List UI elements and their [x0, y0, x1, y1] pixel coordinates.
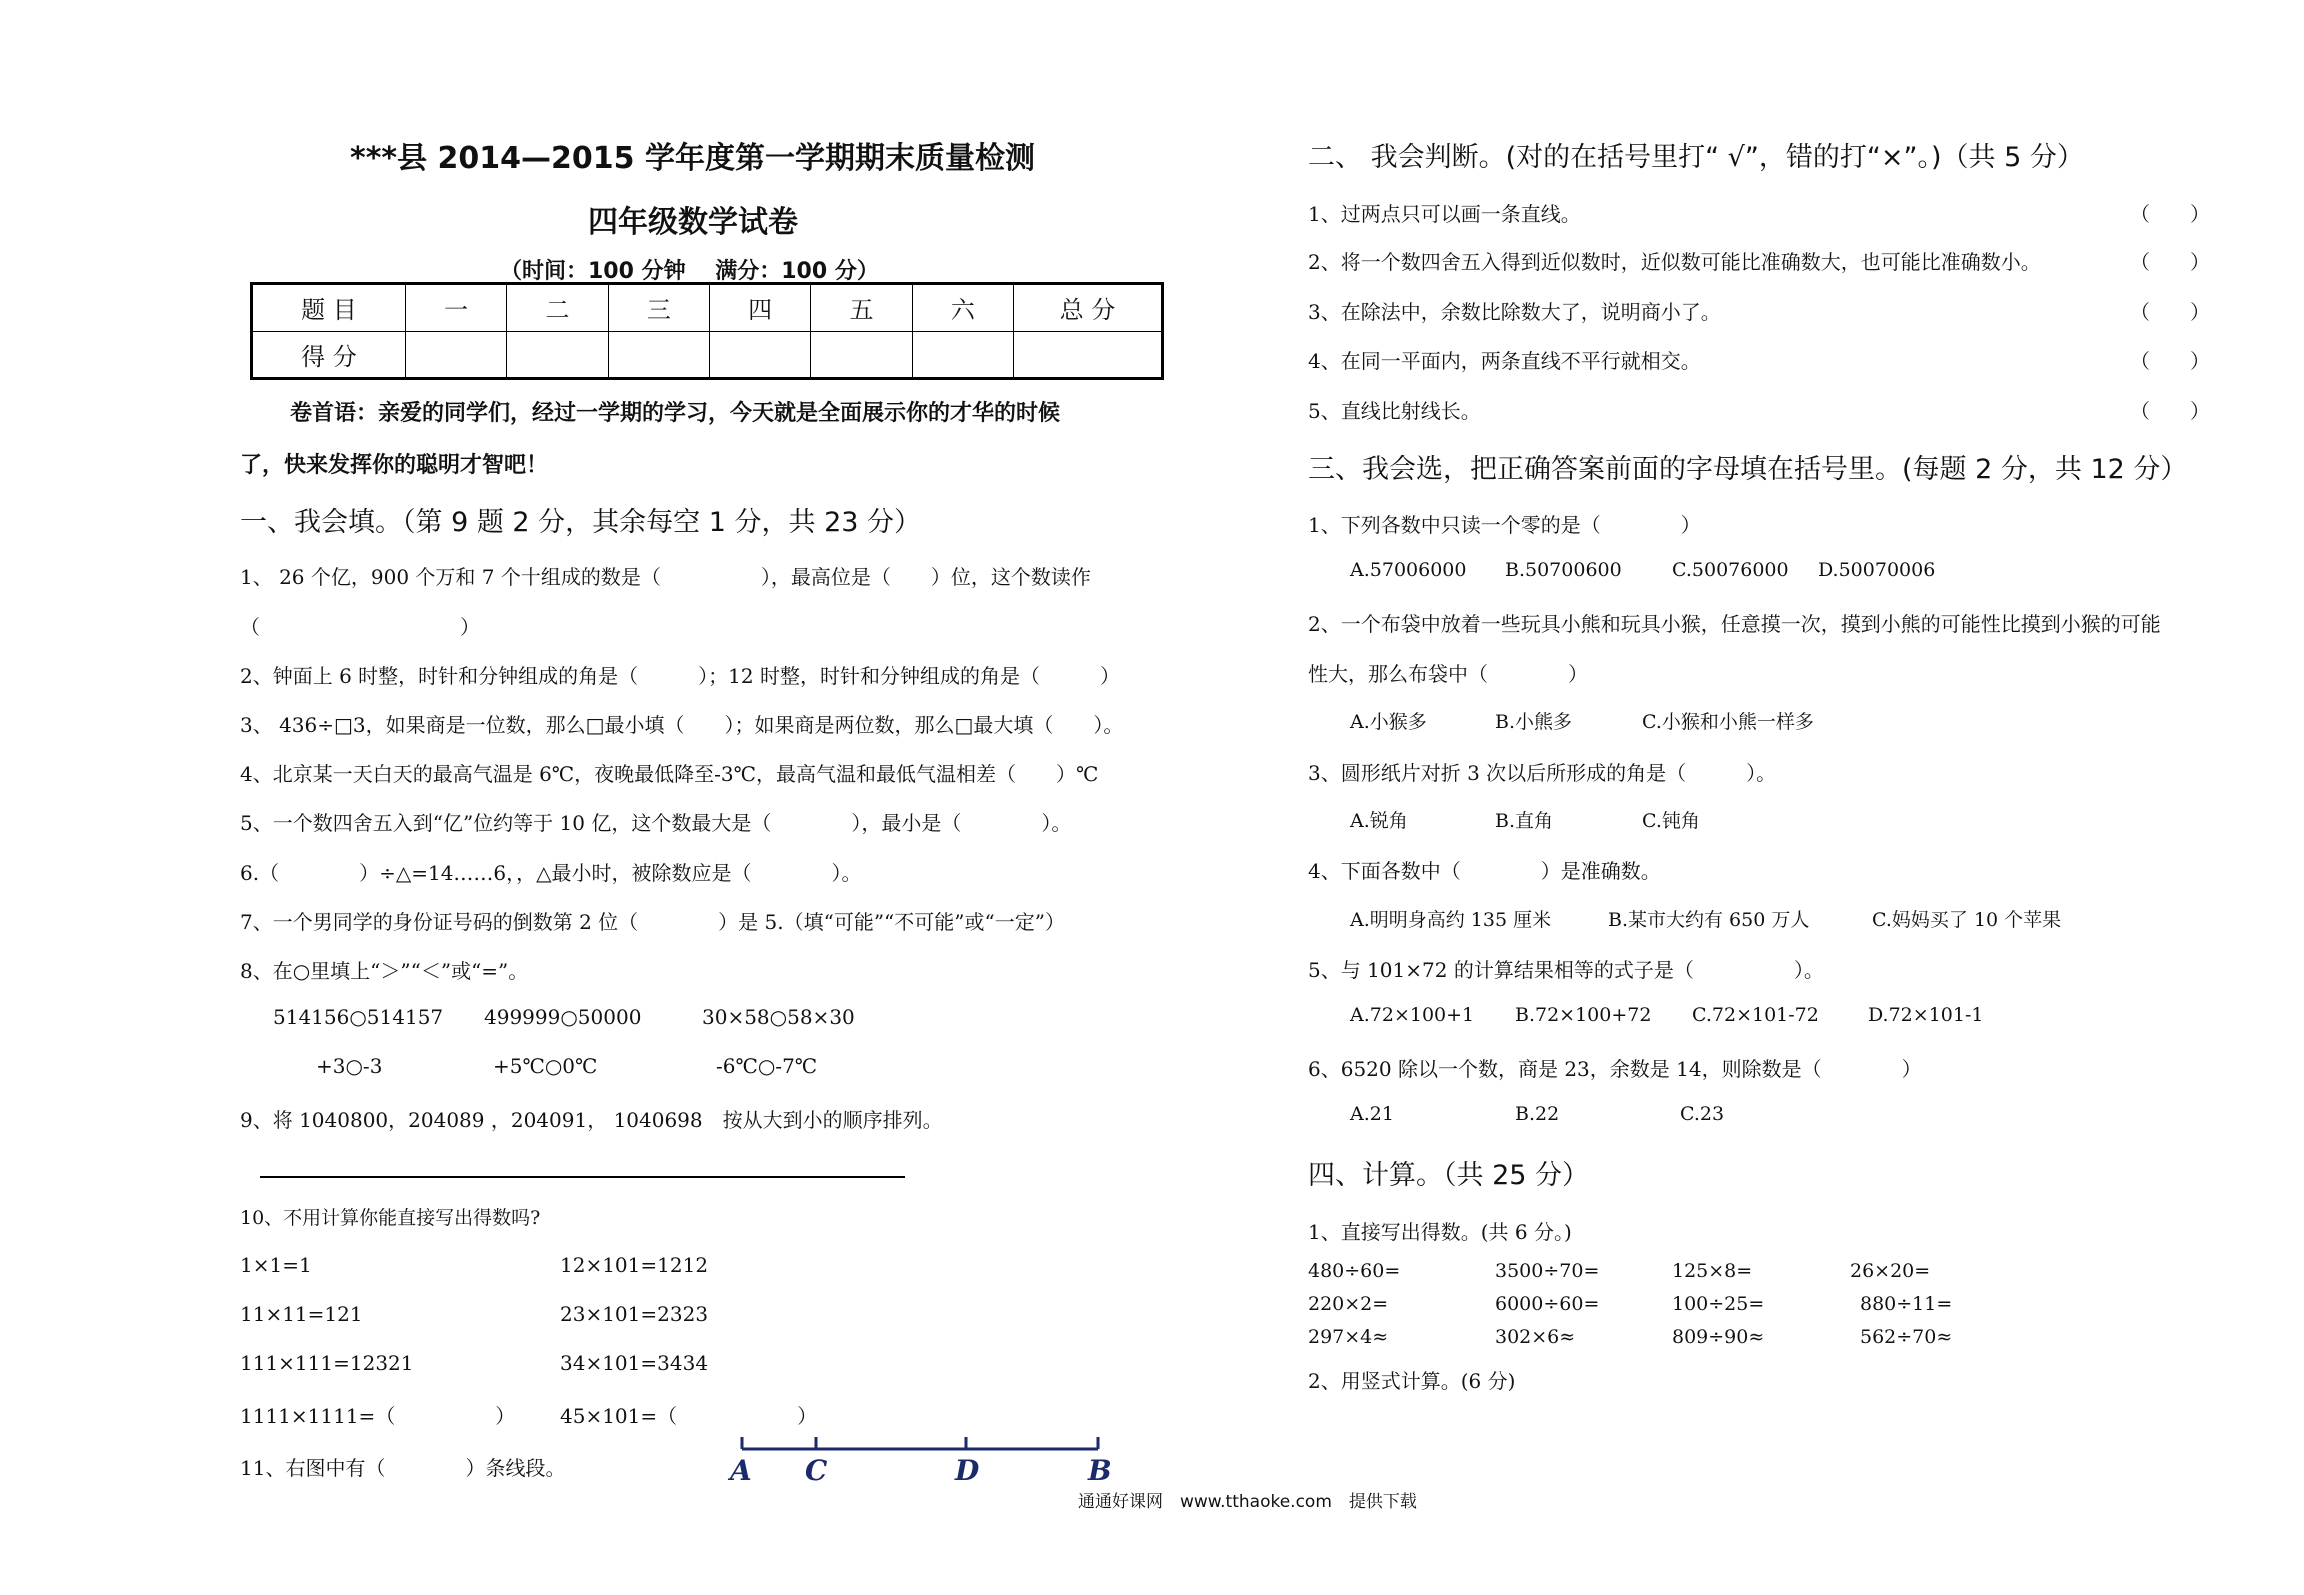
- pattern-left: 111×111=12321: [240, 1351, 414, 1375]
- compare-item: +5℃○0℃: [493, 1054, 598, 1078]
- s1-question-3: 3、 436÷□3，如果商是一位数，那么□最小填（ ）；如果商是两位数，那么□最大填（ ）。: [240, 713, 1124, 737]
- choice-option: B.某市大约有 650 万人: [1608, 909, 1810, 931]
- s1-question-6: 6.（ ）÷△=14……6，，△最小时，被除数应是（ ）。: [240, 861, 862, 885]
- choice-option: B.50700600: [1505, 559, 1622, 581]
- score-input-cell[interactable]: [608, 331, 709, 379]
- pattern-right: 12×101=1212: [560, 1253, 709, 1277]
- choice-option: C.23: [1680, 1103, 1725, 1125]
- judge-item: 3、在除法中，余数比除数大了，说明商小了。: [1308, 300, 1721, 324]
- calc-item: 100÷25=: [1672, 1293, 1765, 1315]
- pattern-left: 1×1=1: [240, 1253, 312, 1277]
- compare-item: 499999○50000: [484, 1005, 642, 1029]
- compare-item: 30×58○58×30: [702, 1005, 855, 1029]
- judge-item: 4、在同一平面内，两条直线不平行就相交。: [1308, 349, 1701, 373]
- s3-question-1: 1、下列各数中只读一个零的是（ ）: [1308, 513, 1701, 537]
- score-input-cell[interactable]: [709, 331, 810, 379]
- pattern-right: 34×101=3434: [560, 1351, 709, 1375]
- section2-heading: 二、 我会判断。(对的在括号里打“ √”，错的打“×”。)（共 5 分）: [1308, 142, 2084, 173]
- judge-answer-paren[interactable]: （ ）: [2130, 300, 2210, 324]
- score-input-cell[interactable]: [1014, 331, 1163, 379]
- s1-question-2: 2、钟面上 6 时整，时针和分钟组成的角是（ ）；12 时整，时针和分钟组成的角是（ ）: [240, 664, 1120, 688]
- pattern-left: 1111×1111=（ ）: [240, 1404, 516, 1428]
- choice-option: D.50070006: [1818, 559, 1936, 581]
- judge-answer-paren[interactable]: （ ）: [2130, 250, 2210, 274]
- choice-option: C.妈妈买了 10 个苹果: [1872, 909, 2062, 931]
- score-input-cell[interactable]: [507, 331, 608, 379]
- calc-item: 562÷70≈: [1860, 1326, 1953, 1348]
- score-cell: 二: [507, 284, 608, 332]
- choice-option: D.72×101-1: [1868, 1004, 1984, 1026]
- choice-option: C.50076000: [1672, 559, 1789, 581]
- compare-item: -6℃○-7℃: [716, 1054, 818, 1078]
- section4-heading: 四、计算。（共 25 分）: [1308, 1160, 1590, 1191]
- score-cell: 总 分: [1014, 284, 1163, 332]
- choice-option: A.21: [1350, 1103, 1394, 1125]
- score-cell: 三: [608, 284, 709, 332]
- s3-question-3: 3、圆形纸片对折 3 次以后所形成的角是（ ）。: [1308, 761, 1777, 785]
- point-label-d: D: [955, 1454, 980, 1487]
- pattern-right: 23×101=2323: [560, 1302, 709, 1326]
- judge-answer-paren[interactable]: （ ）: [2130, 202, 2210, 226]
- compare-item: +3○-3: [316, 1054, 383, 1078]
- choice-option: A.明明身高约 135 厘米: [1350, 909, 1552, 931]
- preface-line1: 卷首语：亲爱的同学们，经过一学期的学习，今天就是全面展示你的才华的时候: [290, 400, 1061, 426]
- pattern-right: 45×101=（ ）: [560, 1404, 818, 1428]
- point-label-c: C: [805, 1454, 828, 1487]
- s3-question-5: 5、与 101×72 的计算结果相等的式子是（ ）。: [1308, 958, 1824, 982]
- point-label-a: A: [730, 1454, 752, 1487]
- score-input-cell[interactable]: [912, 331, 1013, 379]
- compare-item: 514156○514157: [273, 1005, 444, 1029]
- line-segment-figure: [730, 1425, 1110, 1495]
- s4-subheading-1: 1、直接写出得数。(共 6 分。): [1308, 1220, 1572, 1244]
- s3-question-2a: 2、一个布袋中放着一些玩具小熊和玩具小猴，任意摸一次，摸到小熊的可能性比摸到小猴的可能: [1308, 612, 2161, 636]
- choice-option: C.小猴和小熊一样多: [1642, 711, 1814, 733]
- score-cell: 六: [912, 284, 1013, 332]
- section3-heading: 三、我会选，把正确答案前面的字母填在括号里。(每题 2 分，共 12 分）: [1308, 454, 2188, 485]
- calc-item: 880÷11=: [1860, 1293, 1953, 1315]
- choice-option: A.57006000: [1350, 559, 1467, 581]
- choice-option: B.小熊多: [1495, 711, 1573, 733]
- s1-question-9: 9、将 1040800，204089 ，204091， 1040698 按从大到小的顺序排列。: [240, 1108, 943, 1132]
- choice-option: C.72×101-72: [1692, 1004, 1819, 1026]
- s3-question-6: 6、6520 除以一个数，商是 23，余数是 14，则除数是（ ）: [1308, 1057, 1922, 1081]
- score-input-cell[interactable]: [406, 331, 507, 379]
- calc-item: 809÷90≈: [1672, 1326, 1765, 1348]
- calc-item: 6000÷60=: [1495, 1293, 1600, 1315]
- judge-item: 2、将一个数四舍五入得到近似数时，近似数可能比准确数大，也可能比准确数小。: [1308, 250, 2041, 274]
- choice-option: C.钝角: [1642, 810, 1700, 832]
- s1-question-1a: 1、 26 个亿，900 个万和 7 个十组成的数是（ ），最高位是（ ）位，这个数读作: [240, 565, 1091, 589]
- s1-question-7: 7、一个男同学的身份证号码的倒数第 2 位（ ）是 5.（填“可能”“不可能”或“一定”）: [240, 910, 1065, 934]
- choice-option: A.小猴多: [1350, 711, 1427, 733]
- s1-question-5: 5、一个数四舍五入到“亿”位约等于 10 亿，这个数最大是（ ），最小是（ ）。: [240, 811, 1072, 835]
- score-cell: 一: [406, 284, 507, 332]
- choice-option: B.直角: [1495, 810, 1554, 832]
- judge-item: 5、直线比射线长。: [1308, 399, 1481, 423]
- score-cell: 五: [811, 284, 912, 332]
- calc-item: 220×2=: [1308, 1293, 1389, 1315]
- s1-question-10: 10、不用计算你能直接写出得数吗?: [240, 1207, 541, 1229]
- score-cell: 四: [709, 284, 810, 332]
- choice-option: B.22: [1515, 1103, 1560, 1125]
- calc-item: 297×4≈: [1308, 1326, 1389, 1348]
- exam-subtitle: 四年级数学试卷: [588, 205, 798, 240]
- choice-option: A.锐角: [1350, 810, 1408, 832]
- judge-answer-paren[interactable]: （ ）: [2130, 399, 2210, 423]
- s4-subheading-2: 2、用竖式计算。(6 分): [1308, 1369, 1516, 1393]
- calc-item: 480÷60=: [1308, 1260, 1401, 1282]
- calc-item: 302×6≈: [1495, 1326, 1576, 1348]
- section1-heading: 一、我会填。（第 9 题 2 分，其余每空 1 分，共 23 分）: [240, 507, 922, 538]
- choice-option: A.72×100+1: [1350, 1004, 1475, 1026]
- score-table-header-row: [252, 284, 1163, 332]
- choice-option: B.72×100+72: [1515, 1004, 1652, 1026]
- preface-line2: 了，快来发挥你的聪明才智吧！: [240, 452, 549, 478]
- s1-question-1b: （ ）: [240, 615, 480, 639]
- score-cell: 题 目: [252, 284, 406, 332]
- exam-info: （时间：100 分钟 满分：100 分）: [500, 259, 879, 284]
- point-label-b: B: [1088, 1454, 1112, 1487]
- score-input-cell[interactable]: [811, 331, 912, 379]
- s1-question-4: 4、北京某一天白天的最高气温是 6℃，夜晚最低降至-3℃，最高气温和最低气温相差（ ）℃: [240, 762, 1099, 786]
- calc-item: 26×20=: [1850, 1260, 1931, 1282]
- page-footer: 通通好课网 www.tthaoke.com 提供下载: [1078, 1492, 1417, 1512]
- calc-item: 125×8=: [1672, 1260, 1753, 1282]
- score-table: [250, 282, 1164, 380]
- pattern-left: 11×11=121: [240, 1302, 363, 1326]
- judge-answer-paren[interactable]: （ ）: [2130, 349, 2210, 373]
- s1-question-11: 11、右图中有（ ）条线段。: [240, 1456, 566, 1480]
- answer-line-q9[interactable]: [260, 1176, 905, 1178]
- exam-title: ***县 2014—2015 学年度第一学期期末质量检测: [350, 141, 1035, 176]
- judge-item: 1、过两点只可以画一条直线。: [1308, 202, 1581, 226]
- calc-item: 3500÷70=: [1495, 1260, 1600, 1282]
- score-cell: 得 分: [252, 331, 406, 379]
- s3-question-2b: 性大，那么布袋中（ ）: [1308, 662, 1588, 686]
- s1-question-8: 8、在○里填上“＞”“＜”或“=”。: [240, 959, 529, 983]
- s3-question-4: 4、下面各数中（ ）是准确数。: [1308, 859, 1661, 883]
- score-table-score-row: [252, 331, 1163, 379]
